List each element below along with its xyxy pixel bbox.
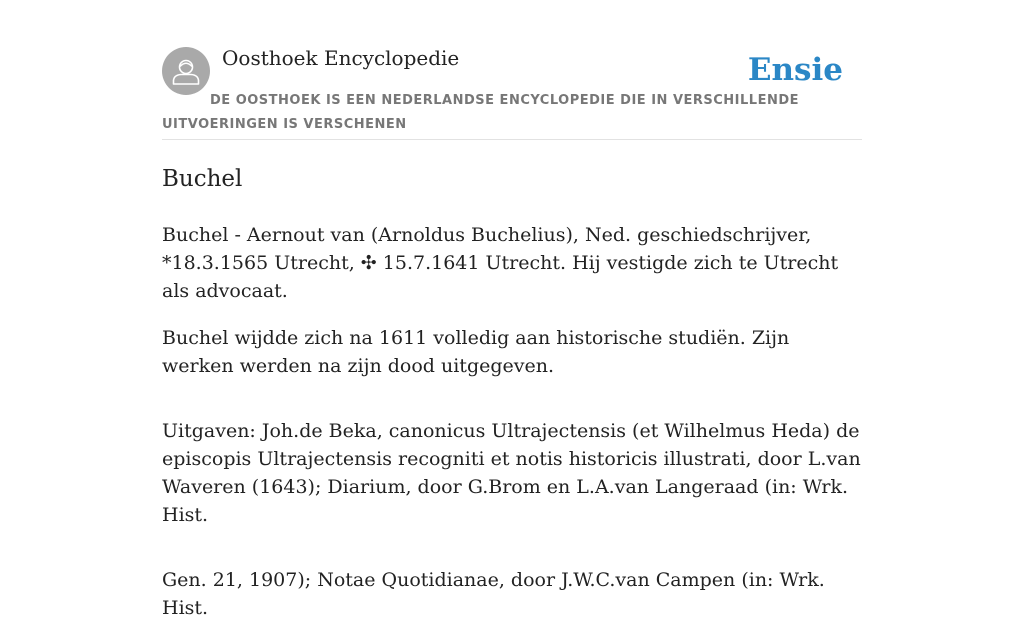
article-paragraph: Uitgaven: Joh.de Beka, canonicus Ultrajectensis (et Wilhelmus Heda) de episcopis Ultrajectensis recogniti et notis historicis illustrati, door L.van Waveren (1643); Diarium, door G.Brom en L.A.van Langeraad (in: Wrk. Hist. [162,420,861,526]
site-name[interactable]: Oosthoek Encyclopedie [222,46,460,70]
article-paragraph: Gen. 21, 1907); Notae Quotidianae, door J.W.C.van Campen (in: Wrk. Hist. [162,569,825,619]
site-tagline [162,89,862,137]
article-paragraph: Buchel wijdde zich na 1611 volledig aan historische studiën. Zijn werken werden na zijn dood uitgegeven. [162,327,790,377]
article-paragraph: Buchel - Aernout van (Arnoldus Buchelius), Ned. geschiedschrijver, *18.3.1565 Utrecht, ✣ 15.7.1641 Utrecht. Hij vestigde zich te Utrecht als advocaat. [162,224,839,302]
page [162,0,862,641]
article-title: Buchel [162,166,243,192]
user-icon[interactable] [162,47,210,95]
site-tagline-text: DE OOSTHOEK IS EEN NEDERLANDSE ENCYCLOPEDIE DIE IN VERSCHILLENDE UITVOERINGEN IS VERSCHENEN [162,93,800,132]
article [162,140,862,622]
brand-logo[interactable]: Ensie [747,52,843,88]
site-header [162,0,862,140]
